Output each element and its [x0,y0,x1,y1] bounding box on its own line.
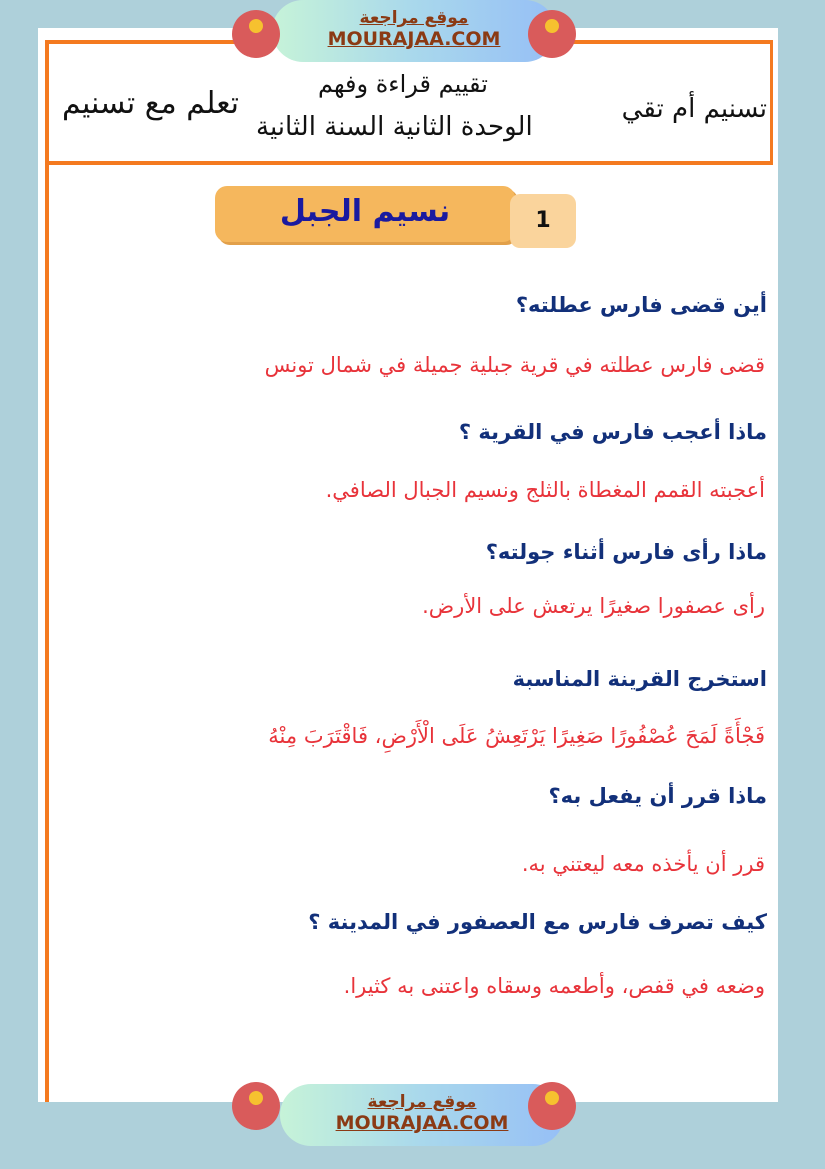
author-name: تسنيم أم تقي [621,94,767,124]
site-logo-icon [528,10,576,58]
site-arabic: موقع مراجعة [367,1092,477,1112]
lesson-title: نسيم الجبل [279,194,451,229]
lesson-number: 1 [510,194,576,248]
brand-title: تعلم مع تسنيم [62,86,240,121]
site-arabic: موقع مراجعة [359,8,469,28]
question: ماذا أعجب فارس في القرية ؟ [458,420,767,444]
site-url: MOURAJAA.COM [327,28,501,50]
answer: وضعه في قفص، وأطعمه وسقاه واعتنى به كثيرا. [343,974,765,998]
assessment-title: تقييم قراءة وفهم [318,70,488,98]
site-logo-icon [232,1082,280,1130]
answer: رأى عصفورا صغيرًا يرتعش على الأرض. [422,594,765,618]
question: ماذا قرر أن يفعل به؟ [548,784,767,808]
site-url: MOURAJAA.COM [335,1112,509,1134]
lesson-banner [215,186,515,242]
answer: فَجْأَةً لَمَحَ عُصْفُورًا صَغِيرًا يَرْتَعِشُ عَلَى الْأَرْضِ، فَاقْتَرَبَ مِنْهُ [268,724,765,748]
question: ماذا رأى فارس أثناء جولته؟ [485,540,767,564]
left-border [45,40,49,1102]
site-badge-bottom[interactable] [280,1084,564,1146]
site-logo-icon [528,1082,576,1130]
header-right-border [770,40,773,165]
site-logo-icon [232,10,280,58]
question: أين قضى فارس عطلته؟ [515,293,767,317]
answer: قضى فارس عطلته في قرية جبلية جميلة في شمال تونس [264,353,765,377]
site-badge-top[interactable] [272,0,556,62]
question: استخرج القرينة المناسبة [512,667,767,691]
answer: قرر أن يأخذه معه ليعتني به. [521,852,765,876]
unit-level: الوحدة الثانية السنة الثانية [256,112,533,142]
question: كيف تصرف فارس مع العصفور في المدينة ؟ [308,910,767,934]
header-bottom-border [45,161,773,165]
answer: أعجبته القمم المغطاة بالثلج ونسيم الجبال الصافي. [325,478,765,502]
